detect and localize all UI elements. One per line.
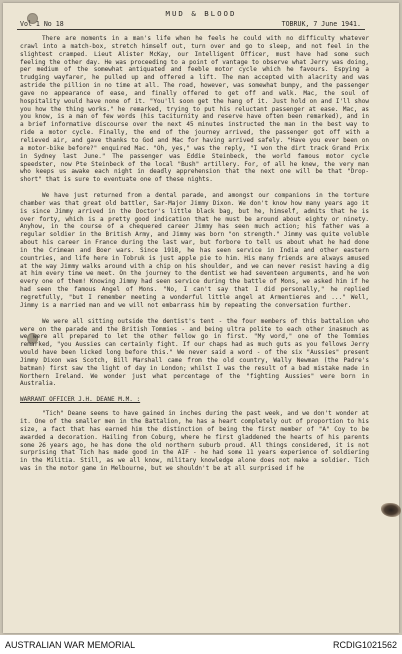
paragraph: "Tich" Deane seems to have gained in inches during the past week, and we don't wonder at it. One of the smaller men in the Battalion, he has a heart completely out of proportion to his size, a fact that has earned him the distinction of being the first member of "A" Coy to be awarded a decoration. Hailing from Coburg, where he first gladdened the hearts of his parents some 26 years ago, he has done the old northern suburb proud. All things considered, it is not surprising that Tich has made good in the AIF - he had some 11 years experience of soldiering in the Militia. Still, as we all know, military knowledge alone does not make a soldier. Tich was in the motor game in Melbourne, but we shouldn't be at all surprised if he [20,410,369,473]
article-body [20,35,369,481]
section-heading: WARRANT OFFICER J.H. DEANE M.M. : [20,396,141,404]
place-date: TOBRUK, 7 June 1941. [281,20,361,28]
volume-number: Vol 1 No 18 [20,20,64,28]
issue-line [20,20,361,28]
archive-id: RCDIG1021562 [332,639,397,650]
paragraph: We were all sitting outside the dentist's tent - the four members of this battalion who were on the parade and the British Tommies - and being ultra polite to each other inasmuch as we were all prepared to let the other fellow go in first. "My word," one of the Tommies remarked, "you Aussies can certainly fight. If our chaps had as much guts as you fellows Jerry would have been licked long before this." We never said a word - of the six "Aussies" present Jimmy Dixon was Scotch, Bill Marshall came from the old country, Wally Newman (the Padre's batman) first saw the light of day in London; whilst I was the result of a bad mistake made in Northern Ireland. We wonder just what percentage of the "fighting Aussies" were born in Australia. [20,317,369,388]
header-rule [17,29,365,30]
document-page [3,3,399,633]
archive-name: AUSTRALIAN WAR MEMORIAL [5,639,136,650]
paragraph: There are moments in a man's life when he feels he could with no difficulty whatever crawl into a match-box, stretch himself out, turn over and go to sleep, and not feel in the slightest cramped. Lieut Alister McKay, our Intelligent Officer, must have had some such feeling the other day. He was proceeding to a point of vantage to observe what Jerry was doing, per medium of the somewhat antiquated and feeble motor cycle which he favours. Espying a trudging wayfarer, he pulled up and offered a lift. The man accepted with alacrity and was astride the pillion in no time at all. The road, however, was somewhat bumpy, and the passenger gave no appearance of ease, and finally offered to get off and walk. Mac, the soul of hospitality would have none of it. "You'll soon get the hang of it. Just hold on and I'll show you how the thing works." he remarked, trying to put his reluctant passenger at ease. Mac, as you know, is a man of few words (his taciturnity and reserve have often been remarked), and in a brief informative discourse over the next 45 minutes instructed the man in the best way to ride a motor cycle. Finally, the end of the journey arrived, the passenger got off with a relieved air, and gave thanks to God and Mac for having arrived safely. "Have you ever been on a motor-bike before?" enquired Mac. "Oh, yes," was the reply, "I won the dirt track Grand Prix in Sydney last June." The passenger was Eddie Steinbeck, the world famous motor cycle speedster, now Pte Steinbeck of the local "Bush" artillery. For, of all he knew, the very man who keeps us awake each night in deadly apprehension that the next one will be that "Drop-short" that is sure to eventuate one of these nights. [20,35,369,184]
burn-mark [381,503,401,517]
paragraph: We have just returned from a dental parade, and amongst our companions in the torture chamber was that great old battler, Sar-Major Jimmy Dixon. We don't know how many years ago it is since Jimmy arrived in the Doctor's little black bag, but he, himself, admits that he is over forty, which is a pretty good indication that he must be around about eighty or ninety. Anyhow, in the course of a chequered career Jimmy has seen much action; his father was a regular soldier in the British Army, and Jimmy was born "on strength." Jimmy was quite voluble about his career in France during the last war, but forbore to tell us about what he had done in the Crimean and Boer wars. Since 1918, he has seen service in India and other eastern countries, and life here in Tobruk is just apple pie to him. His many friends are always amused at the way Jimmy walks around with a chip on his shoulder, and we can never resist having a dig at him every time we meet. On the journey to the dentist we had seventeen arguments, and he won every one of them! Knowing Jimmy had seen service during the battle of Mons, we asked him if he had seen the famous Angel of Mons. "No, I can't say that I did personally," he replied regretfully, "but I remember meeting a wonderful little angel at Armentieres and ..." Well, Jimmy is a married man and we will not embarrass him by repeating the conversation further. [20,192,369,309]
masthead: MUD & BLOOD [165,9,237,18]
archive-footer [0,635,402,654]
